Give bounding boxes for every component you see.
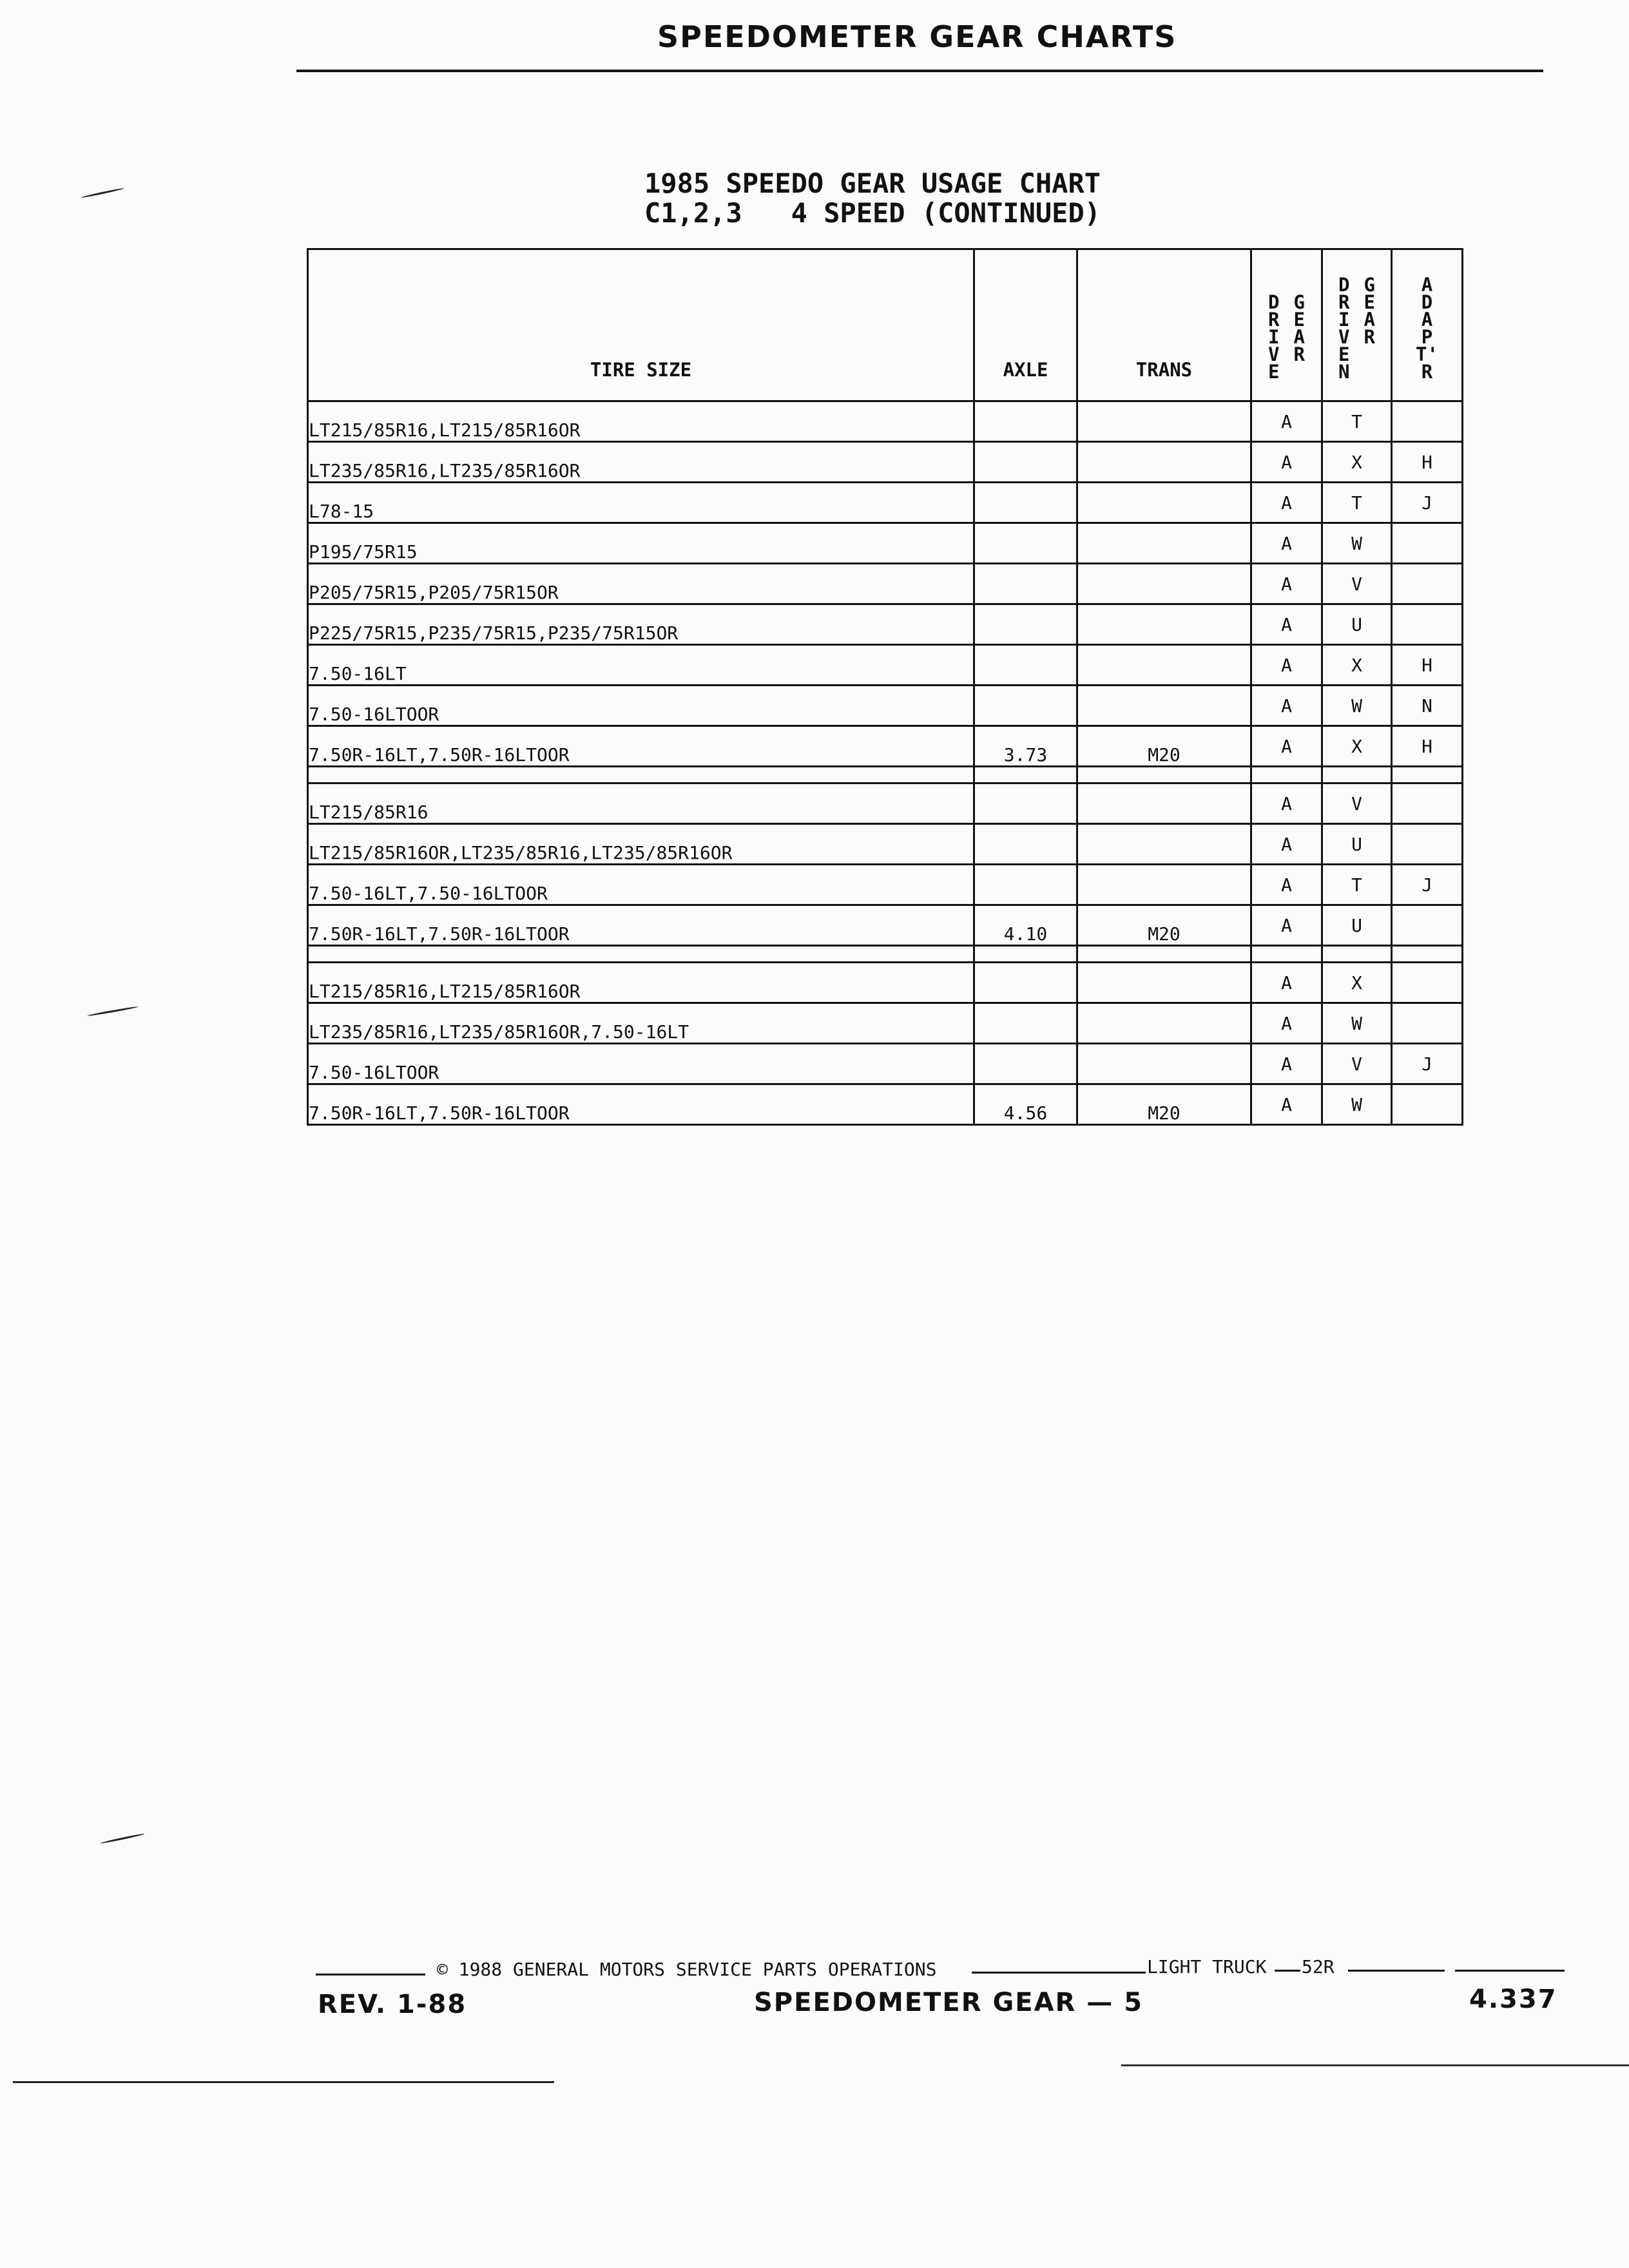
drive-gear-cell: A: [1251, 645, 1322, 686]
group-separator: [308, 946, 1463, 963]
tire-size-cell: LT215/85R16OR,LT235/85R16,LT235/85R16OR: [308, 824, 974, 865]
driven-gear-cell: W: [1322, 1003, 1392, 1044]
drive-gear-cell: A: [1251, 905, 1322, 946]
drive-gear-cell: A: [1251, 726, 1322, 767]
adapter-cell: N: [1392, 686, 1463, 726]
drive-gear-cell: A: [1251, 564, 1322, 604]
footer-rule-dash: [1275, 1970, 1300, 1972]
axle-cell: [974, 963, 1077, 1003]
adapter-cell: [1392, 604, 1463, 645]
separator-cell: [1251, 946, 1322, 963]
col-header-driven-gear: [1322, 249, 1392, 401]
drive-gear-cell: A: [1251, 783, 1322, 824]
tire-size-cell: P225/75R15,P235/75R15,P235/75R15OR: [308, 604, 974, 645]
punch-mark: [87, 1006, 138, 1017]
table-body: [308, 401, 1463, 1125]
table-row: [308, 905, 1463, 946]
trans-cell: [1077, 564, 1251, 604]
axle-cell: 3.73: [974, 726, 1077, 767]
footer-rule-right: [1348, 1970, 1445, 1972]
tire-size-cell: P195/75R15: [308, 523, 974, 564]
tire-size-cell: LT215/85R16,LT215/85R16OR: [308, 401, 974, 442]
group-separator: [308, 767, 1463, 783]
trans-cell: [1077, 483, 1251, 523]
axle-cell: 4.56: [974, 1084, 1077, 1125]
bottom-scan-line: [13, 2081, 554, 2083]
adapter-word: A D A P T' R: [1416, 274, 1438, 383]
trans-cell: [1077, 645, 1251, 686]
tire-size-cell: LT215/85R16,LT215/85R16OR: [308, 963, 974, 1003]
drive-gear-cell: A: [1251, 1084, 1322, 1125]
adapter-cell: [1392, 905, 1463, 946]
axle-cell: [974, 442, 1077, 483]
trans-cell: [1077, 401, 1251, 442]
adapter-cell: [1392, 963, 1463, 1003]
col-header-axle: AXLE: [974, 249, 1077, 401]
tire-size-cell: LT235/85R16,LT235/85R16OR: [308, 442, 974, 483]
driven-gear-cell: T: [1322, 483, 1392, 523]
drive-gear-cell: A: [1251, 1044, 1322, 1084]
separator-cell: [1392, 767, 1463, 783]
trans-cell: [1077, 442, 1251, 483]
driven-gear-cell: T: [1322, 865, 1392, 905]
table-row: [308, 1084, 1463, 1125]
speedo-gear-table: [307, 248, 1463, 1126]
axle-cell: [974, 824, 1077, 865]
trans-cell: [1077, 1003, 1251, 1044]
adapter-cell: H: [1392, 726, 1463, 767]
drive-gear-cell: A: [1251, 483, 1322, 523]
driven-gear-cell: V: [1322, 1044, 1392, 1084]
footer-copyright: © 1988 GENERAL MOTORS SERVICE PARTS OPERATIONS: [437, 1959, 937, 1980]
tire-size-cell: 7.50-16LTOOR: [308, 1044, 974, 1084]
trans-cell: [1077, 1044, 1251, 1084]
adapter-cell: [1392, 1003, 1463, 1044]
axle-cell: [974, 604, 1077, 645]
adapter-cell: [1392, 783, 1463, 824]
table-row: [308, 824, 1463, 865]
axle-cell: [974, 401, 1077, 442]
separator-cell: [1077, 767, 1251, 783]
driven-gear-cell: V: [1322, 783, 1392, 824]
driven-gear-cell: V: [1322, 564, 1392, 604]
tire-size-cell: L78-15: [308, 483, 974, 523]
driven-gear-cell: U: [1322, 824, 1392, 865]
tire-size-cell: 7.50-16LT,7.50-16LTOOR: [308, 865, 974, 905]
footer-rule-mid: [972, 1972, 1146, 1974]
driven-gear-cell: X: [1322, 726, 1392, 767]
header-rule: [296, 70, 1543, 72]
tire-size-cell: LT215/85R16: [308, 783, 974, 824]
separator-cell: [1392, 946, 1463, 963]
adapter-cell: J: [1392, 1044, 1463, 1084]
table-row: [308, 686, 1463, 726]
separator-cell: [308, 946, 974, 963]
tire-size-cell: 7.50-16LT: [308, 645, 974, 686]
gear-word: G E A R: [1293, 291, 1305, 365]
drive-gear-cell: A: [1251, 442, 1322, 483]
axle-cell: [974, 483, 1077, 523]
drive-gear-cell: A: [1251, 963, 1322, 1003]
table-row: [308, 442, 1463, 483]
driven-gear-cell: T: [1322, 401, 1392, 442]
table-row: [308, 401, 1463, 442]
table-row: [308, 645, 1463, 686]
trans-cell: [1077, 686, 1251, 726]
footer-rule-far-right: [1455, 1970, 1565, 1972]
separator-cell: [974, 946, 1077, 963]
table-row: [308, 564, 1463, 604]
trans-cell: [1077, 783, 1251, 824]
driven-gear-cell: W: [1322, 1084, 1392, 1125]
driven-word: D R I V E N: [1338, 274, 1350, 383]
axle-cell: [974, 865, 1077, 905]
trans-cell: [1077, 523, 1251, 564]
drive-gear-cell: A: [1251, 824, 1322, 865]
trans-cell: M20: [1077, 726, 1251, 767]
table-row: [308, 483, 1463, 523]
tire-size-cell: LT235/85R16,LT235/85R16OR,7.50-16LT: [308, 1003, 974, 1044]
axle-cell: [974, 686, 1077, 726]
axle-cell: [974, 645, 1077, 686]
trans-cell: M20: [1077, 905, 1251, 946]
adapter-cell: [1392, 1084, 1463, 1125]
drive-gear-cell: A: [1251, 865, 1322, 905]
footer-code: 52R: [1302, 1956, 1335, 1977]
driven-gear-cell: U: [1322, 604, 1392, 645]
drive-gear-cell: A: [1251, 523, 1322, 564]
footer-rule-left: [316, 1974, 425, 1975]
table-header-row: [308, 249, 1463, 401]
drive-gear-cell: A: [1251, 604, 1322, 645]
adapter-cell: [1392, 824, 1463, 865]
col-header-drive-gear: [1251, 249, 1322, 401]
axle-cell: [974, 564, 1077, 604]
separator-cell: [1077, 946, 1251, 963]
trans-cell: [1077, 865, 1251, 905]
separator-cell: [1322, 946, 1392, 963]
tire-size-cell: 7.50R-16LT,7.50R-16LTOOR: [308, 1084, 974, 1125]
bottom-scan-line-right: [1121, 2064, 1629, 2066]
separator-cell: [308, 767, 974, 783]
col-header-adapter: [1392, 249, 1463, 401]
trans-cell: [1077, 824, 1251, 865]
table-row: [308, 783, 1463, 824]
drive-gear-cell: A: [1251, 686, 1322, 726]
adapter-cell: J: [1392, 865, 1463, 905]
footer-revision: REV. 1-88: [318, 1990, 467, 2019]
tire-size-cell: 7.50-16LTOOR: [308, 686, 974, 726]
driven-gear-cell: W: [1322, 523, 1392, 564]
drive-gear-cell: A: [1251, 401, 1322, 442]
tire-size-cell: 7.50R-16LT,7.50R-16LTOOR: [308, 726, 974, 767]
adapter-cell: H: [1392, 442, 1463, 483]
footer-center-title: SPEEDOMETER GEAR — 5: [754, 1988, 1144, 2017]
adapter-cell: J: [1392, 483, 1463, 523]
adapter-cell: [1392, 564, 1463, 604]
chart-subtitle: C1,2,3 4 SPEED (CONTINUED): [644, 197, 1101, 229]
table-row: [308, 523, 1463, 564]
axle-cell: [974, 783, 1077, 824]
chart-title: 1985 SPEEDO GEAR USAGE CHART: [644, 168, 1101, 199]
table-row: [308, 865, 1463, 905]
tire-size-cell: P205/75R15,P205/75R15OR: [308, 564, 974, 604]
tire-size-cell: 7.50R-16LT,7.50R-16LTOOR: [308, 905, 974, 946]
table-row: [308, 726, 1463, 767]
axle-cell: [974, 523, 1077, 564]
drive-word: D R I V E: [1268, 291, 1280, 383]
axle-cell: [974, 1003, 1077, 1044]
col-header-tire-size: TIRE SIZE: [308, 249, 974, 401]
separator-cell: [974, 767, 1077, 783]
footer-page-number: 4.337: [1469, 1984, 1557, 2014]
driven-gear-cell: X: [1322, 442, 1392, 483]
page-header-title: SPEEDOMETER GEAR CHARTS: [657, 19, 1177, 54]
table-row: [308, 604, 1463, 645]
axle-cell: [974, 1044, 1077, 1084]
driven-gear-cell: W: [1322, 686, 1392, 726]
driven-gear-cell: X: [1322, 645, 1392, 686]
adapter-cell: [1392, 401, 1463, 442]
col-header-trans: TRANS: [1077, 249, 1251, 401]
separator-cell: [1251, 767, 1322, 783]
adapter-cell: H: [1392, 645, 1463, 686]
gear-word: G E A R: [1364, 274, 1375, 348]
table-row: [308, 1044, 1463, 1084]
driven-gear-cell: X: [1322, 963, 1392, 1003]
table-row: [308, 1003, 1463, 1044]
footer-section: LIGHT TRUCK: [1147, 1956, 1267, 1977]
trans-cell: [1077, 604, 1251, 645]
driven-gear-cell: U: [1322, 905, 1392, 946]
adapter-cell: [1392, 523, 1463, 564]
trans-cell: M20: [1077, 1084, 1251, 1125]
separator-cell: [1322, 767, 1392, 783]
axle-cell: 4.10: [974, 905, 1077, 946]
trans-cell: [1077, 963, 1251, 1003]
drive-gear-cell: A: [1251, 1003, 1322, 1044]
punch-mark: [100, 1833, 144, 1844]
punch-mark: [81, 187, 124, 198]
table-row: [308, 963, 1463, 1003]
